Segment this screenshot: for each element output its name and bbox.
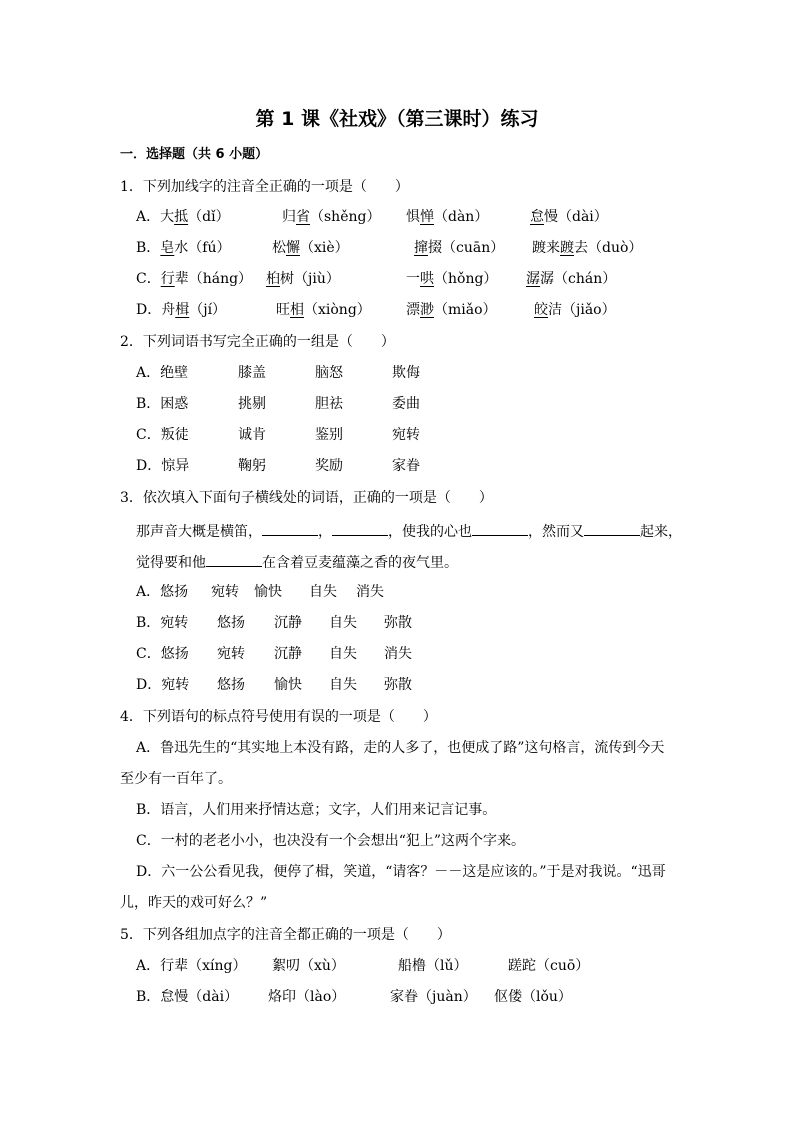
q1-option-c: C．行辈（háng） bbox=[136, 271, 253, 287]
q3-option-b: B．宛转 bbox=[136, 615, 189, 631]
document-page: 第 1 课《社戏》（第三课时）练习 一．选择题（共 6 小题） 1．下列加线字的注音全正确的一项是（ ） A．大抵（dǐ） 归省（shěng） 惧惮（dàn） 怠慢（dài） B．皂水（fú） 松懈（xiè） 撺掇（cuān） 踱来踱去（duò） C．行辈（háng） 桕树（jiù） 一哄（hǒng） 潺潺（chán） D．舟楫（jí） 旺相（xiòng） 漂渺（miǎo） 皎洁（jiǎo） 2．下列词语书写完全正确的一组是（ ） A．绝壁 膝盖 脑怒 欺侮 B．困惑 挑剔 胆祛 委曲 C．叛徒 诚肯 鉴别 宛转 D．惊异 鞠躬 奖励 家眷 3．依次填入下面句子横线处的词语，正确的一项是（ ） 那声音大概是横笛， ， ，使我的心也 ，然而又 起来， 觉得要和他 在含着豆麦蕴藻之香的夜气里。 A．悠扬 宛转 愉快 自失 消失 B．宛转 悠扬 沉静 自失 弥散 C．悠扬 宛转 沉静 自失 消失 D．宛转 悠扬 愉快 自失 弥散 4．下列语句的标点符号使用有误的一项是（ ） A．鲁迅先生的“其实地上本没有路，走的人多了，也便成了路”这句格言，流传到今天 至少有一百年了。 B．语言，人们用来抒情达意；文字，人们用来记言记事。 C．一村的老老小小，也决没有一个会想出“犯上”这两个字来。 D．六一公公看见我，便停了楫，笑道，“请客？－－这是应该的。”于是对我说。“迅哥 儿，昨天的戏可好么？” 5．下列各组加点字的注音全都正确的一项是（ ） A．行辈（xíng） 絮叨（xù） 船橹（lǔ） 蹉跎（cuō） B．怠慢（dài） 烙印（lào） 家眷（juàn） 伛偻（lǒu） bbox=[0, 0, 794, 1123]
q4-option-d-cont: 儿，昨天的戏可好么？” bbox=[120, 895, 268, 911]
q1-option-d: D．舟楫（jí） bbox=[136, 302, 227, 318]
q5-option-a: A．行辈（xíng） bbox=[136, 958, 247, 974]
fill-blank-3 bbox=[472, 521, 528, 536]
q2-option-b: B．困惑 bbox=[136, 396, 189, 412]
question-3-stem: 3．依次填入下面句子横线处的词语，正确的一项是（ ） bbox=[120, 490, 493, 506]
question-4-stem: 4．下列语句的标点符号使用有误的一项是（ ） bbox=[120, 709, 437, 725]
question-5-stem: 5．下列各组加点字的注音全都正确的一项是（ ） bbox=[120, 927, 451, 943]
q3-option-c: C．悠扬 bbox=[136, 646, 189, 662]
q2-option-d: D．惊异 bbox=[136, 458, 190, 474]
section-heading: 一．选择题（共 6 小题） bbox=[120, 147, 269, 162]
q3-passage-line-2: 觉得要和他 在含着豆麦蕴藻之香的夜气里。 bbox=[136, 552, 458, 572]
page-title: 第 1 课《社戏》（第三课时）练习 bbox=[255, 108, 539, 130]
q4-option-b: B．语言，人们用来抒情达意；文字，人们用来记言记事。 bbox=[136, 802, 497, 818]
q3-option-a: A．悠扬 bbox=[136, 584, 189, 600]
q4-option-c: C．一村的老老小小，也决没有一个会想出“犯上”这两个字来。 bbox=[136, 833, 526, 849]
fill-blank-1 bbox=[262, 521, 318, 536]
q5-option-b: B．怠慢（dài） bbox=[136, 989, 239, 1005]
q4-option-d: D．六一公公看见我，便停了楫，笑道，“请客？－－这是应该的。”于是对我说。“迅哥 bbox=[136, 864, 666, 880]
q3-passage-line-1: 那声音大概是横笛， ， ，使我的心也 ，然而又 起来， bbox=[136, 521, 682, 541]
question-2-stem: 2．下列词语书写完全正确的一组是（ ） bbox=[120, 334, 395, 350]
q4-option-a: A．鲁迅先生的“其实地上本没有路，走的人多了，也便成了路”这句格言，流传到今天 bbox=[136, 740, 665, 756]
q1-option-a: A．大抵（dǐ） bbox=[136, 209, 230, 225]
fill-blank-5 bbox=[206, 552, 262, 567]
q1-option-b: B．皂水（fú） bbox=[136, 240, 231, 256]
q4-option-a-cont: 至少有一百年了。 bbox=[120, 771, 232, 787]
question-1-stem: 1．下列加线字的注音全正确的一项是（ ） bbox=[120, 179, 409, 195]
q3-option-d: D．宛转 bbox=[136, 677, 190, 693]
q2-option-c: C．叛徒 bbox=[136, 427, 189, 443]
fill-blank-2 bbox=[332, 521, 388, 536]
fill-blank-4 bbox=[584, 521, 640, 536]
q2-option-a: A．绝壁 bbox=[136, 365, 189, 381]
